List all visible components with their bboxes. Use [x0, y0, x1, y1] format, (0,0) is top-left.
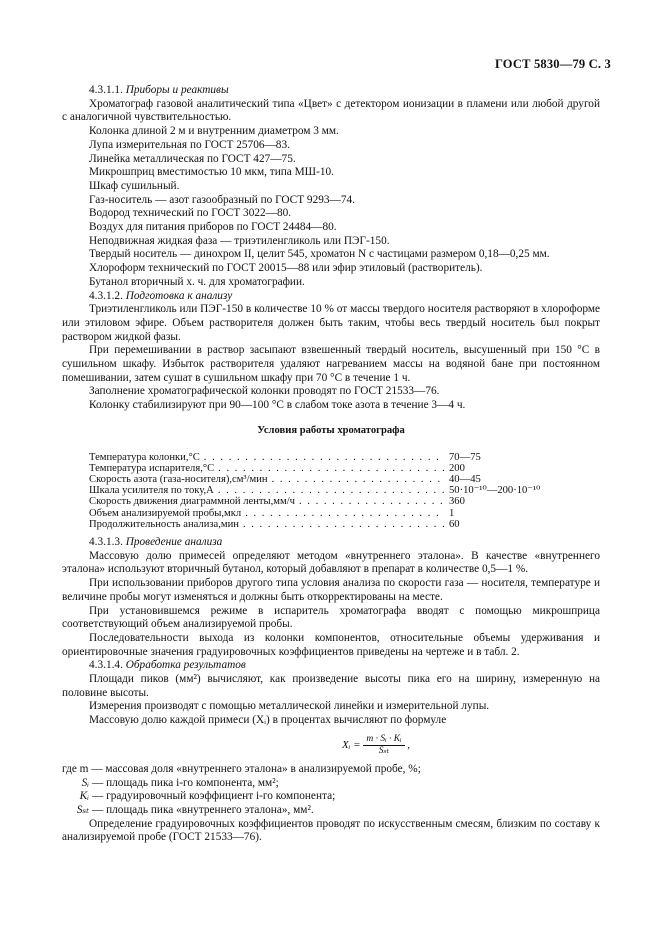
- page-header: ГОСТ 5830—79 С. 3: [494, 57, 611, 71]
- condition-label: Температура колонки,°С: [89, 451, 200, 463]
- paragraph: Триэтиленгликоль или ПЭГ-150 в количестве 10 % от массы твердого носителя растворяют в хлороформе или этиловом эфире. Объем растворителя должен быть таким, чтобы весь твердый носитель был покрыт раствором жидкой фазы.: [62, 303, 600, 343]
- conditions-row: [89, 463, 559, 474]
- conditions-row: [89, 519, 559, 530]
- section-heading: [89, 84, 600, 98]
- list-item: Шкаф сушильный.: [89, 179, 180, 192]
- section-heading: [89, 536, 600, 550]
- section-title: Подготовка к анализу: [125, 289, 233, 302]
- condition-value: 360: [449, 496, 465, 508]
- paragraph: Заполнение хроматографической колонки проводят по ГОСТ 21533—76.: [89, 385, 440, 398]
- section-title: Обработка результатов: [125, 659, 246, 672]
- legend-text: — площадь пика i-го компонента, мм²;: [92, 776, 279, 789]
- conditions-row: [89, 496, 559, 507]
- list-item: Газ-носитель — азот газообразный по ГОСТ 9293—74.: [89, 193, 355, 206]
- conditions-row: [89, 474, 559, 485]
- legend-item: где m — массовая доля «внутреннего эталона» в анализируемой пробе, %;: [62, 762, 421, 775]
- section-number: 4.3.1.4.: [89, 659, 123, 672]
- paragraph: При перемешивании в раствор засыпают взвешенный твердый носитель, высушенный при 150 °С в сушильном шкафу. Избыток растворителя удаляют нагреванием массы на водяной бане при постоянном помешивании, затем сушат в сушильном шкафу при 70 °С в течение 1 ч.: [62, 344, 600, 384]
- legend-item: [62, 804, 600, 818]
- section-heading: [89, 290, 600, 304]
- condition-value: 200: [449, 462, 465, 474]
- formula-lhs: Xᵢ =: [341, 738, 361, 751]
- list-item: Лупа измерительная по ГОСТ 25706—83.: [89, 138, 290, 151]
- condition-value: 40—45: [449, 473, 481, 485]
- formula-fraction: [363, 734, 404, 757]
- paragraph: Определение градуировочных коэффициентов проводят по искусственным смесям, близким по составу к анализируемой пробе (ГОСТ 21533—76).: [62, 817, 600, 844]
- equipment-list: [89, 125, 600, 289]
- paragraph: Хроматограф газовой аналитический типа «Цвет» с детектором ионизации в пламени или любой другой с аналогичной чувствительностью.: [62, 97, 600, 124]
- paragraph: Массовую долю каждой примеси (Xᵢ) в процентах вычисляют по формуле: [89, 714, 447, 727]
- condition-label: Продолжительность анализа,мин: [89, 518, 239, 530]
- condition-value: 70—75: [449, 451, 481, 463]
- list-item: Колонка длиной 2 м и внутренним диаметром 3 мм.: [89, 125, 339, 138]
- paragraph: Массовую долю примесей определяют методом «внутреннего эталона». В качестве «внутреннего эталона» используют вторичный бутанол, который добавляют в препарат в количестве 0,5—1 %.: [62, 549, 600, 576]
- paragraph: Площади пиков (мм²) вычисляют, как произведение высоты пика его на ширину, измеренную на половине высоты.: [62, 673, 600, 699]
- leader-dots: [245, 508, 445, 519]
- condition-label: Температура испарителя,°С: [89, 462, 215, 474]
- formula-numerator: m · Sᵢ · Kᵢ: [363, 734, 404, 746]
- paragraph: При установившемся режиме в испаритель хроматографа вводят с помощью микрошприца соответствующий объем анализируемой пробы.: [62, 604, 600, 631]
- formula: [152, 734, 600, 757]
- legend-item: [62, 790, 600, 804]
- paragraph: Измерения производят с помощью металлической линейки и измерительной лупы.: [89, 700, 490, 713]
- list-item: Неподвижная жидкая фаза — триэтиленгликоль или ПЭГ-150.: [89, 234, 390, 247]
- list-item: Микрошприц вместимостью 10 мкм, типа МШ-10.: [89, 166, 334, 179]
- condition-label: Скорость азота (газа-носителя),см³/мин: [89, 473, 268, 485]
- condition-label: Объем анализируемой пробы,мкл: [89, 507, 242, 519]
- legend-symbol: Kᵢ: [79, 790, 89, 803]
- legend-text: — площадь пика «внутреннего эталона», мм².: [92, 803, 314, 816]
- condition-label: Шкала усилителя по току,А: [89, 485, 214, 497]
- list-item: Водород технический по ГОСТ 3022—80.: [89, 207, 292, 220]
- section-number: 4.3.1.3.: [89, 536, 123, 548]
- formula-tail: ,: [407, 738, 411, 751]
- leader-dots: [218, 463, 445, 474]
- section-heading: [89, 659, 600, 673]
- list-item: Воздух для питания приборов по ГОСТ 24484—80.: [89, 221, 337, 234]
- condition-value: 1: [449, 507, 455, 519]
- conditions-table: [89, 452, 559, 530]
- condition-value: 60: [449, 518, 460, 530]
- list-item: Хлороформ технический по ГОСТ 20015—88 или эфир этиловый (растворитель).: [89, 262, 483, 275]
- section-title: Проведение анализа: [125, 536, 223, 548]
- conditions-row: [89, 508, 559, 519]
- list-item: Твердый носитель — динохром II, целит 545, хроматон N с частицами размером 0,18—0,25 мм.: [89, 248, 550, 261]
- list-item: Линейка металлическая по ГОСТ 427—75.: [89, 152, 296, 165]
- section-number: 4.3.1.1.: [89, 84, 123, 96]
- paragraph: Колонку стабилизируют при 90—100 °С в слабом токе азота в течение 3—4 ч.: [89, 399, 466, 412]
- leader-dots: [204, 452, 445, 463]
- conditions-row: [89, 452, 559, 463]
- leader-dots: [218, 485, 445, 496]
- list-item: Бутанол вторичный х. ч. для хроматографии.: [89, 275, 305, 288]
- document-body: [62, 84, 600, 845]
- section-number: 4.3.1.2.: [89, 289, 123, 302]
- section-title: Приборы и реактивы: [125, 84, 229, 96]
- legend-text: — градуировочный коэффициент i-го компонента;: [92, 790, 336, 803]
- paragraph: Последовательности выхода из колонки компонентов, относительные объемы удерживания и ориентировочные значения градуировочных коэффициентов приведены на чертеже и в табл. 2.: [62, 631, 600, 658]
- legend-item: [62, 777, 600, 791]
- leader-dots: [243, 519, 445, 530]
- condition-label: Скорость движения диаграммной ленты,мм/ч: [89, 496, 295, 508]
- leader-dots: [299, 496, 445, 507]
- conditions-row: [89, 485, 559, 496]
- paragraph: При использовании приборов другого типа условия анализа по скорости газа — носителя, температуре и величине пробы могут изменяться и должны быть откорректированы на месте.: [62, 577, 600, 603]
- conditions-title: Условия работы хроматографа: [257, 424, 405, 436]
- formula-denominator: Sₛₜ: [378, 745, 390, 756]
- condition-value: 50·10⁻¹⁰—200·10⁻¹⁰: [449, 485, 541, 497]
- legend-symbol: Sₛₜ: [76, 803, 89, 816]
- leader-dots: [272, 474, 445, 485]
- formula-legend: [62, 763, 600, 818]
- legend-symbol: Sᵢ: [81, 776, 89, 789]
